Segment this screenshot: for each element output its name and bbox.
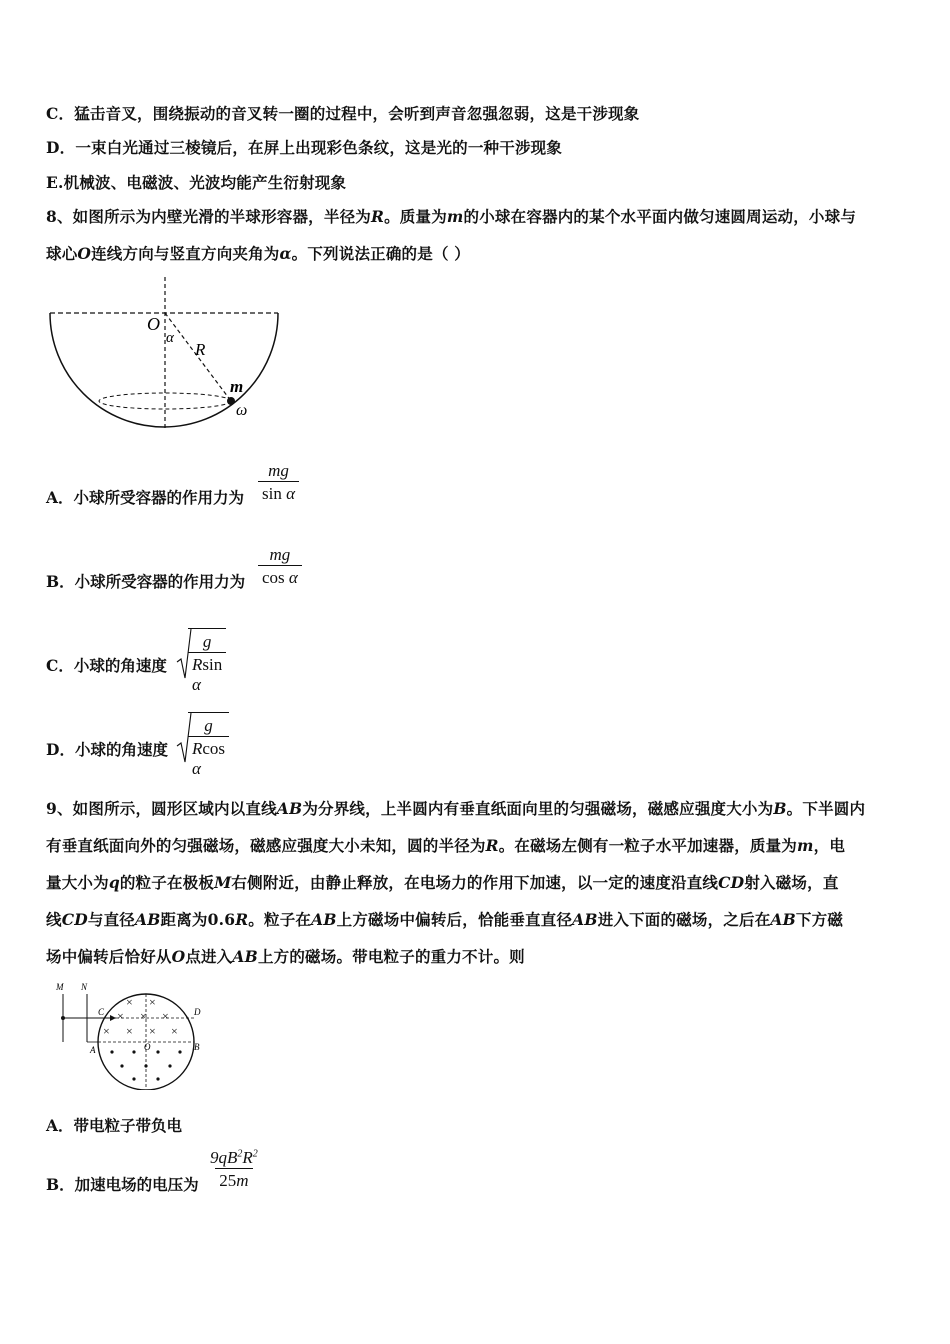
fraction-numerator: mg — [269, 545, 291, 564]
label-a: A — [90, 1045, 96, 1055]
label-o: O — [147, 314, 160, 334]
field-dot — [120, 1064, 123, 1067]
q8-option-b-fraction — [258, 545, 302, 588]
label-n-plate: N — [81, 982, 88, 992]
cross-mark: × — [149, 995, 156, 1009]
fraction-numerator: $9qB^2R^2$ — [210, 1148, 258, 1167]
option-d-text: D．一束白光通过三棱镜后，在屏上出现彩色条纹，这是光的一种干涉现象 — [46, 138, 563, 157]
q9-option-b-fraction — [206, 1148, 262, 1191]
sqrt-fraction — [188, 712, 229, 779]
q9-option-b: B．加速电场的电压为 — [46, 1175, 199, 1194]
magnetic-field-figure — [50, 980, 210, 1090]
field-dot — [110, 1050, 113, 1053]
field-dot — [132, 1050, 135, 1053]
label-omega: ω — [236, 402, 248, 419]
label-r: R — [195, 340, 206, 359]
fraction-denominator: sin α — [258, 481, 299, 504]
q9-option-a: A．带电粒子带负电 — [46, 1116, 183, 1135]
fraction-denominator: Rcos α — [188, 736, 229, 779]
fraction-numerator: g — [202, 632, 212, 651]
arrow-head — [110, 1015, 116, 1021]
label-o-center: O — [144, 1042, 151, 1052]
q9-stem-line1: 9、如图所示，圆形区域内以直线AB为分界线，上半圆内有垂直纸面向里的匀强磁场，磁感应强度大小为B。下半圆内 — [46, 799, 866, 818]
q9-stem-line5: 场中偏转后恰好从O点进入AB上方的磁场。带电粒子的重力不计。则 — [46, 947, 525, 966]
hemisphere-figure — [40, 275, 290, 435]
q8-option-b: B．小球所受容器的作用力为 — [46, 572, 246, 591]
label-c: C — [98, 1007, 105, 1017]
option-e-text: E.机械波、电磁波、光波均能产生衍射现象 — [46, 173, 347, 192]
field-dot — [156, 1077, 159, 1080]
cross-mark: × — [162, 1009, 169, 1023]
cross-mark: × — [149, 1024, 156, 1038]
cross-mark: × — [126, 995, 133, 1009]
q9-stem-line3: 量大小为q的粒子在极板M右侧附近，由静止释放，在电场力的作用下加速，以一定的速度沿直线CD射入磁场，直 — [46, 873, 839, 892]
fraction-numerator: g — [204, 716, 213, 735]
field-dot — [132, 1077, 135, 1080]
option-c-text: C．猛击音叉，围绕振动的音叉转一圈的过程中，会听到声音忽强忽弱，这是干涉现象 — [46, 104, 640, 123]
field-dot — [156, 1050, 159, 1053]
label-m: m — [230, 377, 244, 396]
label-b: B — [194, 1042, 200, 1052]
label-d: D — [194, 1007, 201, 1017]
label-m-plate: M — [56, 982, 64, 992]
fraction-denominator: 25m — [215, 1168, 252, 1191]
fraction-numerator: mg — [268, 461, 289, 480]
q8-option-a-fraction — [258, 461, 299, 504]
q8-option-d: D．小球的角速度 — [46, 740, 168, 759]
q8-stem-line2: 球心O连线方向与竖直方向夹角为α。下列说法正确的是（ ） — [46, 244, 470, 263]
field-dot — [168, 1064, 171, 1067]
q9-stem-line2: 有垂直纸面向外的匀强磁场，磁感应强度大小未知，圆的半径为R。在磁场左侧有一粒子水平加速器，质量为m，电 — [46, 836, 846, 855]
fraction-denominator: cos α — [258, 565, 302, 588]
cross-mark: × — [126, 1024, 133, 1038]
q9-stem-line4: 线CD与直径AB距离为0.6R。粒子在AB上方磁场中偏转后，恰能垂直直径AB进入下面的磁场，之后在AB下方磁 — [46, 910, 844, 929]
ball-mass — [227, 397, 235, 405]
cross-mark: × — [140, 1009, 147, 1023]
fraction-denominator: Rsin α — [188, 652, 226, 695]
q8-option-c: C．小球的角速度 — [46, 656, 167, 675]
sqrt-fraction — [188, 628, 226, 695]
q8-option-a: A．小球所受容器的作用力为 — [46, 488, 245, 507]
cross-mark: × — [117, 1009, 124, 1023]
field-dot — [144, 1064, 147, 1067]
cross-mark: × — [103, 1024, 110, 1038]
field-dot — [178, 1050, 181, 1053]
label-alpha: α — [166, 330, 174, 346]
cross-mark: × — [171, 1024, 178, 1038]
q8-stem-line1: 8、如图所示为内壁光滑的半球形容器，半径为R。质量为m的小球在容器内的某个水平面内做匀速圆周运动，小球与 — [46, 207, 857, 226]
